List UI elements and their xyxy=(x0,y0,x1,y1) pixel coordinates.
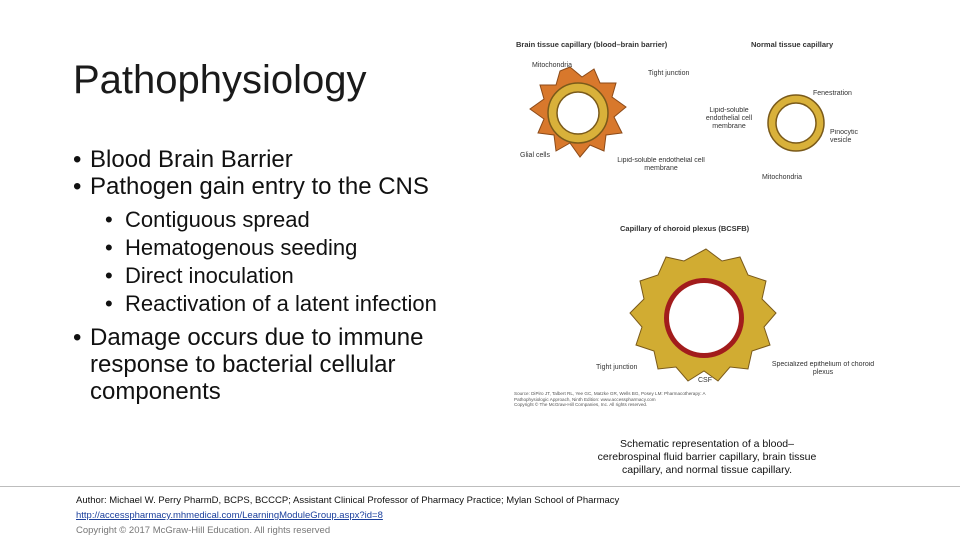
sub-bullet-text: Contiguous spread xyxy=(125,207,310,232)
sub-bullet-list xyxy=(105,206,493,318)
tight-junction-label: Tight junction xyxy=(648,70,690,77)
bullet-glyph: • xyxy=(73,173,82,200)
figure-source-credit: Source: DiPiro JT, Talbert RL, Yee GC, Matzke GR, Wells BG, Posey LM: Pharmacotherapy: A Pathophysiologic Approach, Ninth Edition: www.accesspharmacy.com xyxy=(514,391,706,402)
glial-cells-label: Glial cells xyxy=(520,152,550,159)
copyright-line: Copyright © 2017 McGraw-Hill Education. All rights reserved xyxy=(76,525,331,536)
mitochondria-label: Mitochondria xyxy=(762,174,803,181)
bullet-text: Damage occurs due to immune response to bacterial cellular components xyxy=(90,324,424,405)
csf-label: CSF xyxy=(698,377,712,384)
sub-bullet-item xyxy=(105,206,493,234)
bullet-glyph: • xyxy=(105,263,113,288)
specialized-epithelium-label: Specialized epithelium of choroid plexus xyxy=(771,361,875,376)
bullet-pathogen-entry xyxy=(73,173,493,200)
author-line: Author: Michael W. Perry PharmD, BCPS, BCCCP; Assistant Clinical Professor of Pharmacy Practice; Mylan School of Pharmacy xyxy=(76,495,620,506)
choroid-capillary-heading: Capillary of choroid plexus (BCSFB) xyxy=(620,224,750,233)
lipid-membrane-label: Lipid-soluble endothelial cell membrane xyxy=(705,107,753,130)
figure-copyright: Copyright © The McGraw-Hill Companies, Inc. All rights reserved. xyxy=(514,402,648,408)
brain-capillary-heading: Brain tissue capillary (blood–brain barrier) xyxy=(516,40,668,49)
bullet-glyph: • xyxy=(105,291,113,316)
footer xyxy=(76,493,619,538)
tight-junction-label: Tight junction xyxy=(596,364,638,371)
fenestration-label: Fenestration xyxy=(813,90,852,97)
bullet-glyph: • xyxy=(73,146,82,173)
sub-bullet-text: Hematogenous seeding xyxy=(125,235,358,260)
bullet-damage xyxy=(73,324,493,405)
sub-bullet-item xyxy=(105,290,493,318)
sub-bullet-item xyxy=(105,234,493,262)
normal-capillary-illustration xyxy=(768,95,824,151)
sub-bullet-item xyxy=(105,262,493,290)
bullet-text: Pathogen gain entry to the CNS xyxy=(90,173,429,200)
capillary-diagram xyxy=(508,33,878,419)
sub-bullet-text: Direct inoculation xyxy=(125,263,294,288)
figure-caption: Schematic representation of a blood–cerebrospinal fluid barrier capillary, brain tissue capillary, and normal tissue capillary. xyxy=(597,438,817,476)
bullet-glyph: • xyxy=(105,235,113,260)
pinocytic-vesicle-label: Pinocytic vesicle xyxy=(830,129,859,144)
footer-divider xyxy=(0,486,960,487)
bullet-blood-brain-barrier xyxy=(73,146,493,173)
slide-title: Pathophysiology xyxy=(73,58,367,102)
bullet-glyph: • xyxy=(105,207,113,232)
normal-capillary-heading: Normal tissue capillary xyxy=(751,40,834,49)
source-link[interactable]: http://accesspharmacy.mhmedical.com/LearningModuleGroup.aspx?id=8 xyxy=(76,510,383,521)
bullet-list xyxy=(73,146,493,405)
lipid-membrane-label: Lipid-soluble endothelial cell membrane xyxy=(617,157,705,172)
mitochondria-label: Mitochondria xyxy=(532,62,573,69)
bullet-glyph: • xyxy=(73,324,82,351)
sub-bullet-text: Reactivation of a latent infection xyxy=(125,291,437,316)
bullet-text: Blood Brain Barrier xyxy=(90,146,293,173)
